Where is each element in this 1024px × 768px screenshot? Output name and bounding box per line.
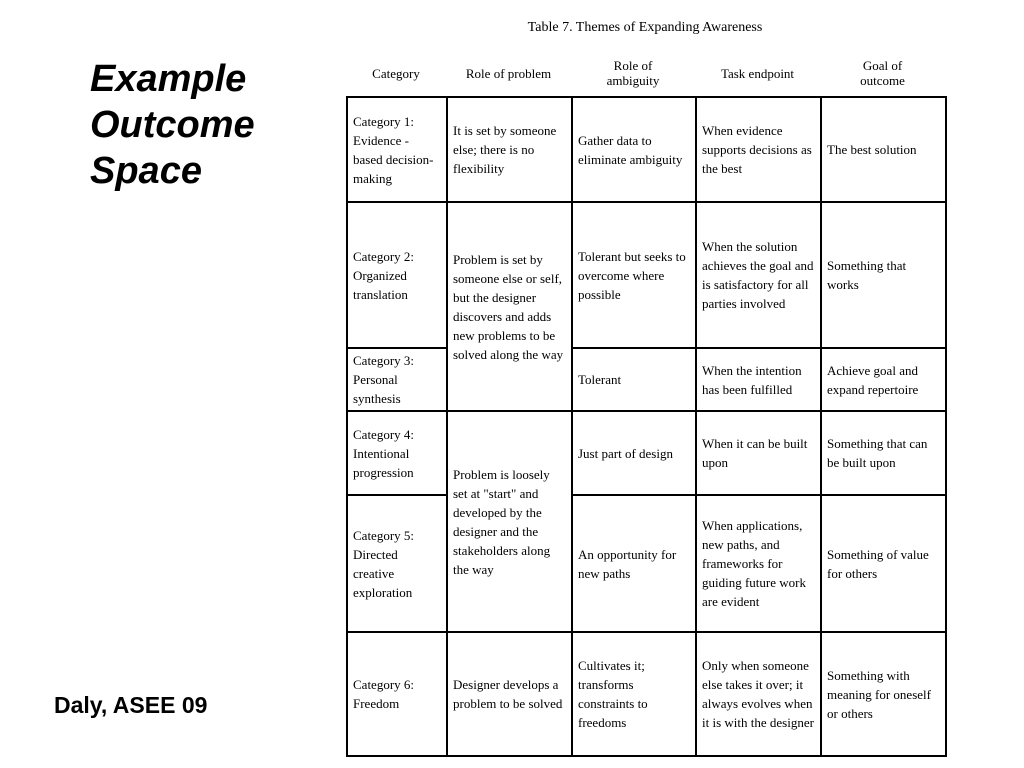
cell-task-endpoint: When the solution achieves the goal and is satisfactory for all parties involved bbox=[696, 202, 821, 348]
table-caption: Table 7. Themes of Expanding Awareness bbox=[527, 20, 763, 35]
cell-role-of-problem: Designer develops a problem to be solved bbox=[447, 632, 572, 756]
slide-title-line: Example bbox=[90, 58, 247, 100]
cell-role-of-problem: Problem is loosely set at "start" and developed by the designer and the stakeholders along the way bbox=[447, 411, 572, 632]
cell-goal-of-outcome: Achieve goal and expand repertoire bbox=[821, 348, 946, 411]
cell-role-of-ambiguity: Gather data to eliminate ambiguity bbox=[572, 97, 696, 202]
header-task-endpoint: Task endpoint bbox=[720, 65, 795, 81]
cell-goal-of-outcome: Something that works bbox=[821, 202, 946, 348]
cell-role-of-ambiguity: An opportunity for new paths bbox=[572, 495, 696, 632]
cell-task-endpoint: When evidence supports decisions as the best bbox=[696, 97, 821, 202]
cell-goal-of-outcome: Something with meaning for oneself or others bbox=[821, 632, 946, 756]
cell-task-endpoint: Only when someone else takes it over; it always evolves when it is with the designer bbox=[696, 632, 821, 756]
table-row bbox=[347, 202, 946, 348]
cell-role-of-ambiguity: Tolerant but seeks to overcome where possible bbox=[572, 202, 696, 348]
cell-role-of-ambiguity: Cultivates it; transforms constraints to freedoms bbox=[572, 632, 696, 756]
table-header-row bbox=[346, 50, 945, 96]
themes-table bbox=[346, 96, 947, 757]
header-goal-of-outcome: Goal of outcome bbox=[860, 58, 905, 88]
cell-task-endpoint: When it can be built upon bbox=[696, 411, 821, 495]
cell-category: Category 2: Organized translation bbox=[347, 202, 447, 348]
cell-category: Category 4: Intentional progression bbox=[347, 411, 447, 495]
slide-title-line: Outcome bbox=[90, 104, 255, 146]
cell-role-of-ambiguity: Just part of design bbox=[572, 411, 696, 495]
cell-role-of-problem: It is set by someone else; there is no flexibility bbox=[447, 97, 572, 202]
table-row bbox=[347, 632, 946, 756]
table-row bbox=[347, 411, 946, 495]
cell-goal-of-outcome: Something of value for others bbox=[821, 495, 946, 632]
cell-category: Category 5: Directed creative exploration bbox=[347, 495, 447, 632]
table-row bbox=[347, 97, 946, 202]
cell-role-of-problem: Problem is set by someone else or self, but the designer discovers and adds new problems to be solved along the way bbox=[447, 202, 572, 411]
header-category: Category bbox=[372, 65, 420, 81]
cell-goal-of-outcome: The best solution bbox=[821, 97, 946, 202]
cell-task-endpoint: When the intention has been fulfilled bbox=[696, 348, 821, 411]
citation: Daly, ASEE 09 bbox=[54, 692, 208, 718]
table-row bbox=[347, 348, 946, 411]
cell-goal-of-outcome: Something that can be built upon bbox=[821, 411, 946, 495]
cell-category: Category 3: Personal synthesis bbox=[347, 348, 447, 411]
cell-role-of-ambiguity: Tolerant bbox=[572, 348, 696, 411]
slide-title-line: Space bbox=[90, 150, 202, 192]
table-row bbox=[347, 495, 946, 632]
cell-category: Category 6: Freedom bbox=[347, 632, 447, 756]
header-role-of-problem: Role of problem bbox=[465, 65, 552, 81]
cell-task-endpoint: When applications, new paths, and frameworks for guiding future work are evident bbox=[696, 495, 821, 632]
slide-title bbox=[90, 56, 255, 194]
cell-category: Category 1: Evidence - based decision-making bbox=[347, 97, 447, 202]
header-role-of-ambiguity: Role of ambiguity bbox=[606, 58, 660, 88]
